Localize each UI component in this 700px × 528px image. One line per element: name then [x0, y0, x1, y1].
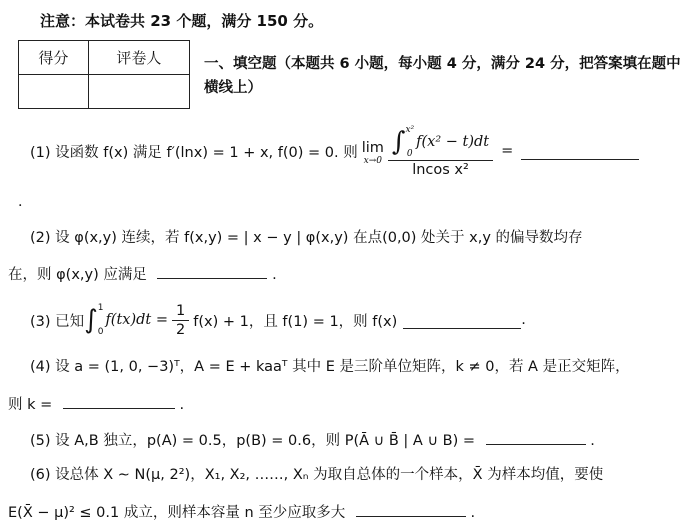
grader-cell — [88, 75, 189, 109]
q4-line2: 则 k = — [8, 397, 53, 413]
exam-notice: 注意：本试卷共 23 个题，满分 150 分。 — [40, 12, 324, 30]
q4-answer-blank[interactable] — [63, 392, 175, 409]
q1-numerator — [388, 125, 493, 161]
q1-integrand: f(x² − t)dt — [416, 133, 490, 150]
score-table — [18, 40, 190, 109]
section-title: 一、填空题（本题共 6 小题，每小题 4 分，满分 24 分，把答案填在题中横线上） — [204, 56, 681, 96]
q4-line1: (4) 设 a = (1, 0, −3)ᵀ，A = E + kaaᵀ 其中 E 是三阶单位矩阵，k ≠ 0，若 A 是正交矩阵， — [30, 359, 630, 375]
q1-limit — [362, 140, 384, 166]
q6-line2: E(X̄ − μ)² ≤ 0.1 成立，则样本容量 n 至少应取多大 — [8, 505, 346, 521]
q3-integrand: f(tx)dt = — [105, 312, 168, 328]
question-3: (3) 已知 ∫ 1 0 f(tx)dt = $\frac{1}{2}$ f(x) + 1，且 f(1) = 1，则 f(x) . — [30, 302, 526, 338]
q3-frac-num: 1 — [172, 303, 189, 321]
grader-header: 评卷人 — [88, 41, 189, 75]
q2-line1: (2) 设 φ(x,y) 连续，若 f(x,y) = | x − y | φ(x,y) 在点(0,0) 处关于 x,y 的偏导数均存 — [30, 230, 583, 246]
score-header: 得分 — [19, 41, 89, 75]
trailing-dot: . — [18, 194, 23, 210]
q1-lim-sub: x→0 — [363, 156, 382, 166]
q1-equals: = — [501, 143, 514, 159]
q3-integral-lower: 0 — [97, 327, 104, 337]
q5-answer-blank[interactable] — [486, 428, 586, 445]
q1-integral-sign: ∫ — [391, 126, 406, 157]
q3-fraction — [172, 303, 189, 338]
question-4-line2: 则 k = . — [8, 392, 184, 414]
q1-integral-lower: 0 — [406, 148, 413, 159]
question-1 — [30, 118, 639, 184]
question-2-line2: 在，则 φ(x,y) 应满足 . — [8, 262, 277, 284]
question-6-line2: E(X̄ − μ)² ≤ 0.1 成立，则样本容量 n 至少应取多大 . — [8, 500, 475, 522]
q1-fraction — [388, 125, 493, 178]
q3-frac-den: 2 — [176, 321, 186, 338]
q6-answer-blank[interactable] — [356, 500, 466, 517]
q1-denominator: lncos x² — [412, 161, 469, 178]
q2-answer-blank[interactable] — [157, 262, 267, 279]
q1-answer-blank[interactable] — [521, 143, 639, 160]
q3-suffix: f(x) + 1，且 f(1) = 1，则 f(x) — [193, 313, 398, 330]
q3-prefix: (3) 已知 — [30, 313, 85, 330]
q1-integral-upper: x² — [405, 124, 415, 135]
q5-text: (5) 设 A,B 独立，p(A) = 0.5，p(B) = 0.6，则 P(Ā ∪ B̄ | A ∪ B) = — [30, 433, 476, 449]
q3-integral-upper: 1 — [97, 303, 104, 313]
q3-integral-sign: ∫ — [84, 305, 98, 335]
question-5: (5) 设 A,B 独立，p(A) = 0.5，p(B) = 0.6，则 P(Ā ∪ B̄ | A ∪ B) = . — [30, 428, 595, 450]
q1-prefix: (1) 设函数 f(x) 满足 f′(lnx) = 1 + x, f(0) = 0. 则 — [30, 144, 358, 161]
q3-answer-blank[interactable] — [403, 312, 521, 329]
q6-line1: (6) 设总体 X ∼ N(μ, 2²)，X₁, X₂, ……, Xₙ 为取自总体的一个样本，X̄ 为样本均值，要使 — [30, 467, 604, 483]
score-cell — [19, 75, 89, 109]
q1-lim: lim — [361, 140, 384, 156]
q2-line2: 在，则 φ(x,y) 应满足 — [8, 267, 147, 283]
